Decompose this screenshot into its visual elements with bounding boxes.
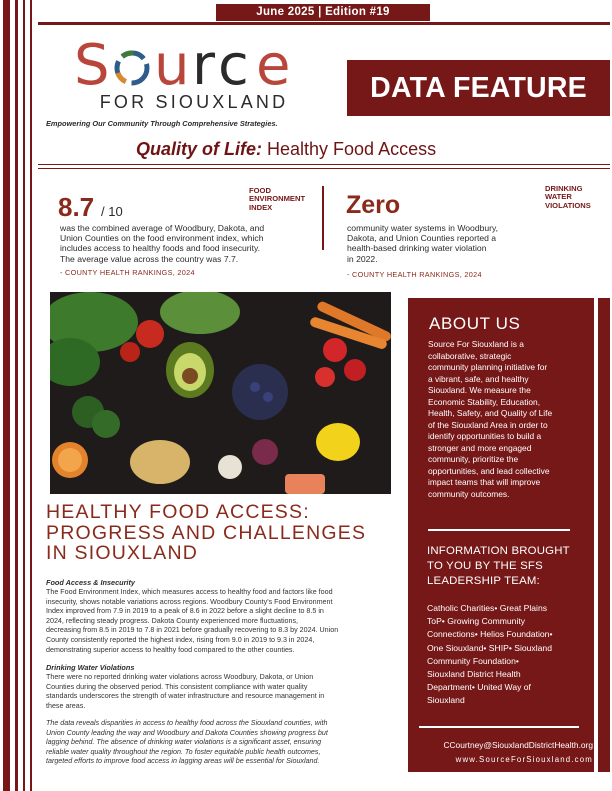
section-rule-top [38,164,610,165]
article-title [46,502,396,564]
leader-line: Siouxland [427,695,465,706]
paragraph-line: insecurity, shows notable variations across regions. Woodbury County's Food Environment [46,597,333,606]
leader-line: Catholic Charities• Great Plains [427,603,548,613]
food-access-paragraph [46,588,398,655]
website-link[interactable]: www.SourceForSiouxland.com [455,755,593,764]
stat-left-desc-line: was the combined average of Woodbury, Dakota, and [60,223,265,233]
paragraph-line: targeted efforts to improve food access in lagging areas will be essential for Siouxland. [46,757,320,766]
about-line: impact teams that will improve [428,477,541,487]
left-stripe-1 [3,0,10,791]
logo-letter-e: e [256,33,291,94]
info-title-line: TO YOU BY THE SFS [427,559,543,572]
about-body [428,339,578,500]
stat-right-label-line: WATER [545,192,572,202]
logo-o-ring [117,53,147,83]
stat-left-label [249,187,305,212]
logo-letter-r: r [192,33,216,94]
water-violations-heading: Drinking Water Violations [46,663,135,672]
left-stripe-3 [23,0,25,791]
about-line: stronger and more engaged [428,442,532,453]
leader-line: Department• United Way of [427,682,531,693]
healthy-food-photo [50,292,391,494]
stat-right-desc-line: community water systems in Woodbury, [347,223,499,233]
about-line: a vibrant, safe, and healthy [428,373,529,384]
stat-divider [322,186,324,250]
left-stripe-2 [15,0,18,791]
logo-letter-c: c [218,33,249,94]
water-violations-paragraph [46,673,398,711]
stat-left-desc-line: includes access to healthy foods and food insecurity. [60,243,261,254]
stat-right-label [545,185,591,210]
stat-right-source: - COUNTY HEALTH RANKINGS, 2024 [347,270,482,279]
about-line: identify opportunities to build a [428,431,542,441]
stat-right-description [347,223,587,264]
about-line: community, prioritize the [428,454,519,464]
paragraph-line: demonstrating superior access to healthy food compared to the other counties. [46,645,295,654]
stat-right-desc-line: in 2022. [347,253,378,264]
paragraph-line: Union County leading the way and Woodbury and Dakota Counties showing progress but [46,728,328,737]
about-line: opportunities, and lead collective [428,465,550,476]
logo-letter-s: S [74,33,110,94]
section-title-rest: Healthy Food Access [262,139,437,159]
paragraph-line: 2024, reflecting steady progress. Dakota County experienced more fluctuations, [46,616,299,625]
paragraph-line: these areas. [46,701,86,710]
paragraph-line: standards underscores the strength of water infrastructure and resource management in [46,692,325,701]
stat-right-label-line: DRINKING [545,184,583,193]
stat-left-value: 8.7 [58,192,95,222]
info-title [427,544,597,588]
about-sidebar [408,298,594,772]
leader-line: Community Foundation• [427,655,519,666]
leadership-list [427,602,585,708]
stat-right-label-line: VIOLATIONS [545,200,591,210]
stat-left-label-line: ENVIRONMENT [249,194,306,204]
leader-line: Connections• Helios Foundation• [427,629,553,640]
source-logo [74,28,314,94]
about-line: Source For Siouxland is a [428,339,524,349]
logo-subtitle: FOR SIOUXLAND [99,92,289,112]
data-feature-banner: DATA FEATURE [347,60,610,116]
stat-left-denominator: / 10 [101,204,123,219]
about-line: community planning initiative for [428,362,548,372]
paragraph-line: There were no reported drinking water violations across Woodbury, Dakota, or Union [46,673,314,681]
left-stripe-4 [30,0,32,791]
paragraph-line: Index improved from 7.9 in 2019 to a peak of 8.6 in 2022 before a slight decline to 8.5 in [46,607,324,616]
about-line: Economic Stability, Education, [428,396,541,407]
paragraph-line: County consistently reported the highest index, rising from 9.0 in 2019 to 9.3 in 2024, [46,635,315,644]
stat-left-desc-line: Union Counties on the food environment index, which [60,233,264,244]
stat-left-source: - COUNTY HEALTH RANKINGS, 2024 [60,268,195,277]
about-line: Health, Safety, and Quality of Life [428,408,553,418]
sidebar-rule [428,529,570,531]
paragraph-line: lagging behind. The absence of drinking water violations is a significant asset, ensuring [46,738,322,747]
logo-letter-u: u [154,33,190,94]
paragraph-line: The data reveals disparities in access to healthy food across the Siouxland counties, with [46,719,328,727]
about-line: collaborative, strategic [428,350,512,361]
stat-left-desc-line: The average value across the country was 7.7. [60,253,239,264]
edition-banner: June 2025 | Edition #19 [216,4,430,21]
section-title [0,139,612,160]
stat-left-description [60,223,316,264]
info-title-line: LEADERSHIP TEAM: [427,574,540,587]
sidebar-rule-bottom [419,726,579,728]
paragraph-line: Counties during the observed period. This consistent compliance with water quality [46,682,308,691]
about-line: Siouxland. We measure the [428,385,531,395]
about-line: of the Siouxland Area in order to [428,419,548,430]
healthy-food-illustration [50,292,391,494]
food-access-heading: Food Access & Insecurity [46,578,135,587]
article-title-line: HEALTHY FOOD ACCESS: [46,501,310,523]
contact-email[interactable]: CCourtney@SiouxlandDistrictHealth.org [443,740,593,750]
section-title-prefix: Quality of Life: [136,139,262,159]
conclusion-paragraph [46,719,398,767]
article-title-line: PROGRESS AND CHALLENGES [46,521,367,544]
tagline: Empowering Our Community Through Comprehensive Strategies. [46,119,278,128]
edition-rule [38,22,610,25]
leader-line: One Siouxland• SHIP• Siouxland [427,642,552,653]
paragraph-line: decreasing from 8.5 in 2019 to 7.8 in 2021 before gradually recovering to 8.3 by 2024. Union [46,626,339,635]
stat-right-value: Zero [346,191,401,219]
about-title: ABOUT US [429,314,521,333]
stat-left-label-line: FOOD [249,186,271,195]
article-title-line: IN SIOUXLAND [46,542,199,565]
stat-right-desc-line: Dakota, and Union Counties reported a [347,233,497,244]
leader-line: Siouxland District Health [427,669,521,680]
about-line: community outcomes. [428,488,510,499]
sidebar-edge [598,298,610,772]
leader-line: ToP• Growing Community [427,616,526,627]
paragraph-line: The Food Environment Index, which measures access to healthy food and factors like food [46,588,333,596]
paragraph-line: reliable water quality throughout the region. To foster equitable public health outcomes, [46,747,321,756]
section-rule-bottom [38,168,610,169]
info-title-line: INFORMATION BROUGHT [427,545,570,557]
stat-left-label-line: INDEX [249,202,273,212]
stat-right-desc-line: health-based drinking water violation [347,243,487,254]
